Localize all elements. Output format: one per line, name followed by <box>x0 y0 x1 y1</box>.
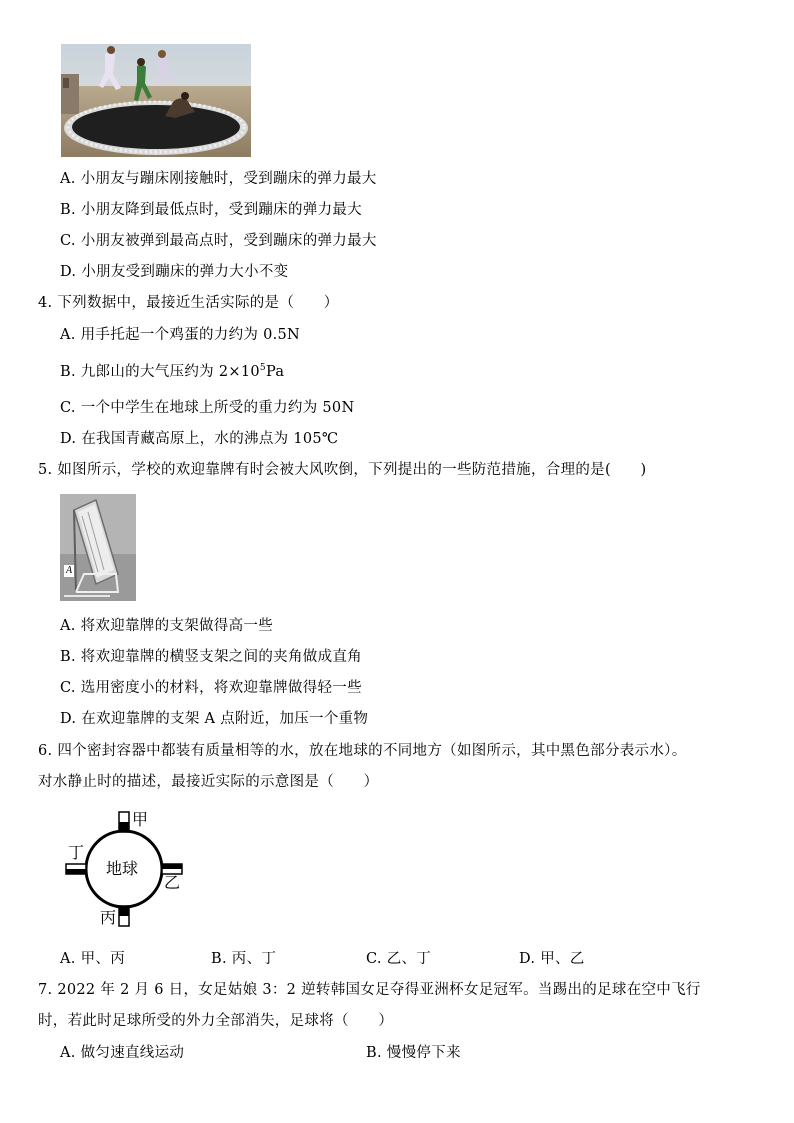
label-ding: 丁 <box>68 843 85 862</box>
q6-stem-line2: 对水静止时的描述，最接近实际的示意图是（ ） <box>38 774 379 790</box>
q7-option-a: A. 做匀速直线运动 <box>60 1045 185 1061</box>
q4-option-b-suffix: Pa <box>265 364 285 380</box>
q6-option-a: A. 甲、丙 <box>60 951 125 967</box>
label-jia: 甲 <box>132 810 149 829</box>
q4-option-b-prefix: B. 九郎山的大气压约为 2×10 <box>60 364 260 380</box>
q3-option-a: A. 小朋友与蹦床刚接触时，受到蹦床的弹力最大 <box>60 171 377 187</box>
earth-label: 地球 <box>106 859 139 878</box>
trampoline-photo <box>61 44 251 157</box>
q6-stem-line1: 6. 四个密封容器中都装有质量相等的水，放在地球的不同地方（如图所示，其中黑色部分表示水）。 <box>38 743 687 759</box>
q5-option-d: D. 在欢迎靠牌的支架 A 点附近，加压一个重物 <box>60 711 369 727</box>
earth-containers-diagram <box>62 806 192 930</box>
q6-option-b: B. 丙、丁 <box>211 951 277 967</box>
q6-option-c: C. 乙、丁 <box>366 951 432 967</box>
label-bing: 丙 <box>100 908 117 927</box>
q7-stem-line2: 时，若此时足球所受的外力全部消失，足球将（ ） <box>38 1013 394 1029</box>
q4-option-a: A. 用手托起一个鸡蛋的力约为 0.5N <box>60 327 301 343</box>
q6-option-d: D. 甲、乙 <box>519 951 585 967</box>
q4-option-b <box>60 362 284 382</box>
q4-stem: 4. 下列数据中，最接近生活实际的是（ ） <box>38 295 339 311</box>
q4-option-d: D. 在我国青藏高原上，水的沸点为 105℃ <box>60 431 339 447</box>
q7-stem-line1: 7. 2022 年 2 月 6 日，女足姑娘 3：2 逆转韩国女足夺得亚洲杯女足冠军。当踢出的足球在空中飞行 <box>38 982 701 998</box>
sign-point-a-label: A <box>66 565 73 576</box>
q5-stem: 5. 如图所示，学校的欢迎靠牌有时会被大风吹倒，下列提出的一些防范措施，合理的是( ) <box>38 462 647 478</box>
welcome-sign-drawing <box>60 494 136 601</box>
q5-option-b: B. 将欢迎靠牌的横竖支架之间的夹角做成直角 <box>60 649 362 665</box>
label-yi: 乙 <box>164 873 181 892</box>
q4-option-c: C. 一个中学生在地球上所受的重力约为 50N <box>60 400 355 416</box>
q4-option-b-exponent: 5 <box>259 363 266 374</box>
q5-option-c: C. 选用密度小的材料，将欢迎靠牌做得轻一些 <box>60 680 362 696</box>
q3-option-d: D. 小朋友受到蹦床的弹力大小不变 <box>60 264 289 280</box>
welcome-sign-photo <box>60 494 136 601</box>
q3-option-b: B. 小朋友降到最低点时，受到蹦床的弹力最大 <box>60 202 362 218</box>
q3-option-c: C. 小朋友被弹到最高点时，受到蹦床的弹力最大 <box>60 233 377 249</box>
q7-option-b: B. 慢慢停下来 <box>366 1045 461 1061</box>
q5-option-a: A. 将欢迎靠牌的支架做得高一些 <box>60 618 273 634</box>
